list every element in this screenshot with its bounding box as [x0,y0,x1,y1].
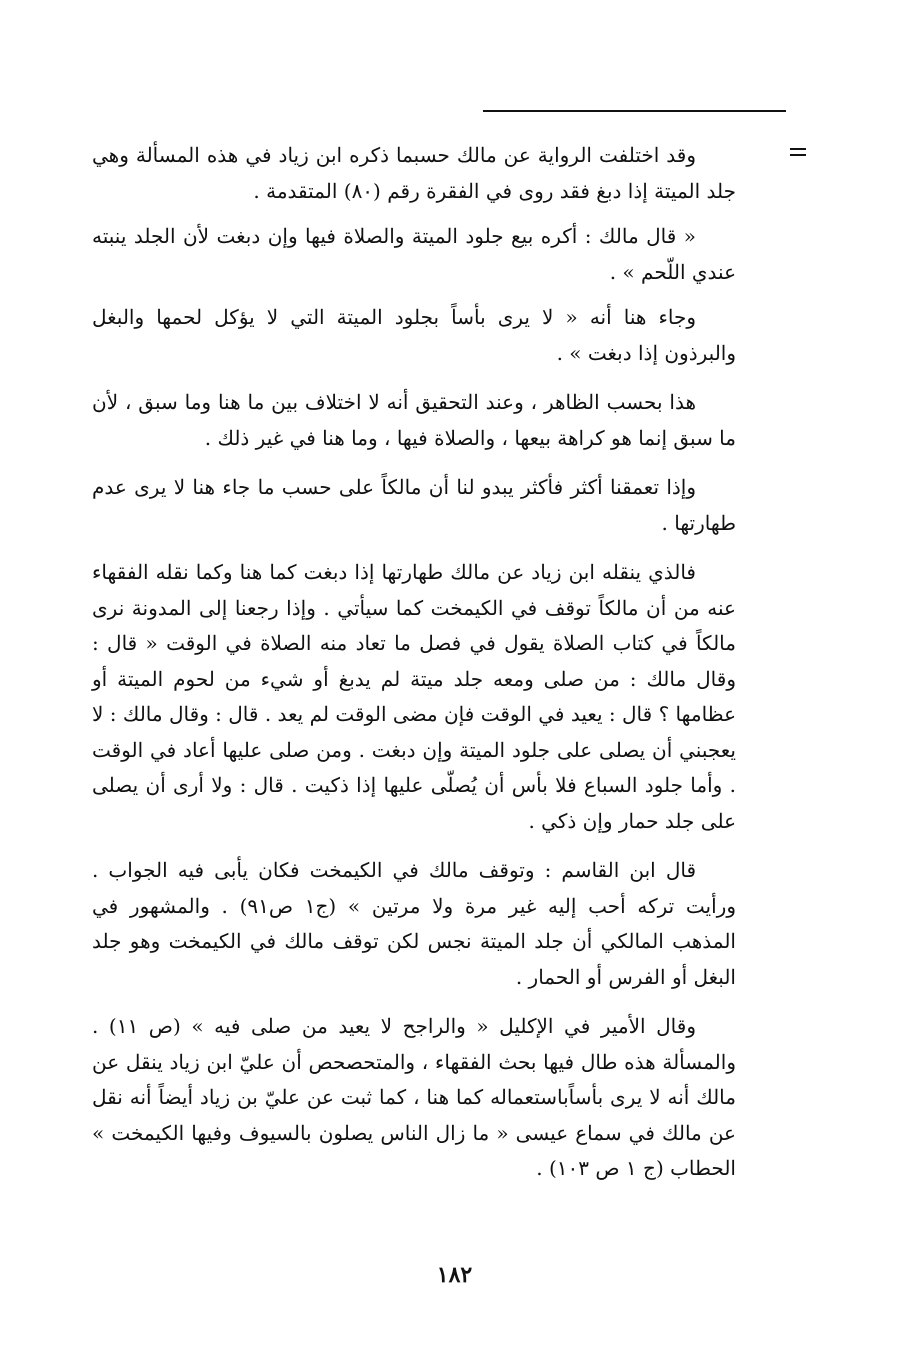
paragraph-7: قال ابن القاسم : وتوقف مالك في الكيمخت فكان يأبى فيه الجواب . ورأيت تركه أحب إليه غير مرة ولا مرتين » (ج١ ص٩١) . والمشهور في المذهب المالكي أن جلد الميتة نجس لكن توقف مالك في الكيمخت وهو جلد البغل أو الفرس أو الحمار . [92,858,736,989]
paragraph-2: « قال مالك : أكره بيع جلود الميتة والصلاة فيها وإن دبغت لأن الجلد ينبته عندي اللّحم » . [92,224,736,284]
paragraph-3: وجاء هنا أنه « لا يرى بأساً بجلود الميتة التي لا يؤكل لحمها والبغل والبرذون إذا دبغت » . [92,305,736,365]
margin-mark [790,148,806,160]
paragraph-5: وإذا تعمقنا أكثر فأكثر يبدو لنا أن مالكاً على حسب ما جاء هنا لا يرى عدم طهارتها . [92,475,736,535]
paragraph-6: فالذي ينقله ابن زياد عن مالك طهارتها إذا دبغت كما هنا وكما نقله الفقهاء عنه من أن مالكاً توقف في الكيمخت كما سيأتي . وإذا رجعنا إلى المدونة نرى مالكاً في كتاب الصلاة يقول في فصل ما تعاد منه الصلاة في الوقت « قال : وقال مالك : من صلى ومعه جلد ميتة لم يدبغ أو شيء من لحوم الميتة أو عظامها ؟ قال : يعيد في الوقت فإن مضى الوقت لم يعد . قال : وقال مالك : لا يعجبني أن يصلى على جلود الميتة وإن دبغت . ومن صلى عليها أعاد في الوقت . وأما جلود السباع فلا بأس أن يُصلّى عليها إذا ذكيت . قال : ولا أرى أن يصلى على جلد حمار وإن ذكي . [92,560,736,833]
header-rule [483,110,786,112]
paragraph-8: وقال الأمير في الإكليل « والراجح لا يعيد من صلى فيه » (ص ١١) . والمسألة هذه طال فيها بحث الفقهاء ، والمتحصحص أن عليّ ابن زياد ينقل عن مالك أنه لا يرى بأساًباستعماله كما هنا ، كما ثبت عن عليّ بن زياد أيضاً أنه نقل عن مالك في سماع عيسى « ما زال الناس يصلون بالسيوف وفيها الكيمخت » الحطاب (ج ١ ص ١٠٣) . [92,1014,736,1180]
paragraph-4: هذا بحسب الظاهر ، وعند التحقيق أنه لا اختلاف بين ما هنا وما سبق ، لأن ما سبق إنما هو كراهة بيعها ، والصلاة فيها ، وما هنا في غير ذلك . [92,390,736,450]
page-number: ١٨٢ [436,1262,473,1288]
body-text [92,138,736,1197]
paragraph-1: وقد اختلفت الرواية عن مالك حسبما ذكره ابن زياد في هذه المسألة وهي جلد الميتة إذا دبغ فقد روى في الفقرة رقم (٨٠) المتقدمة . [92,143,736,203]
